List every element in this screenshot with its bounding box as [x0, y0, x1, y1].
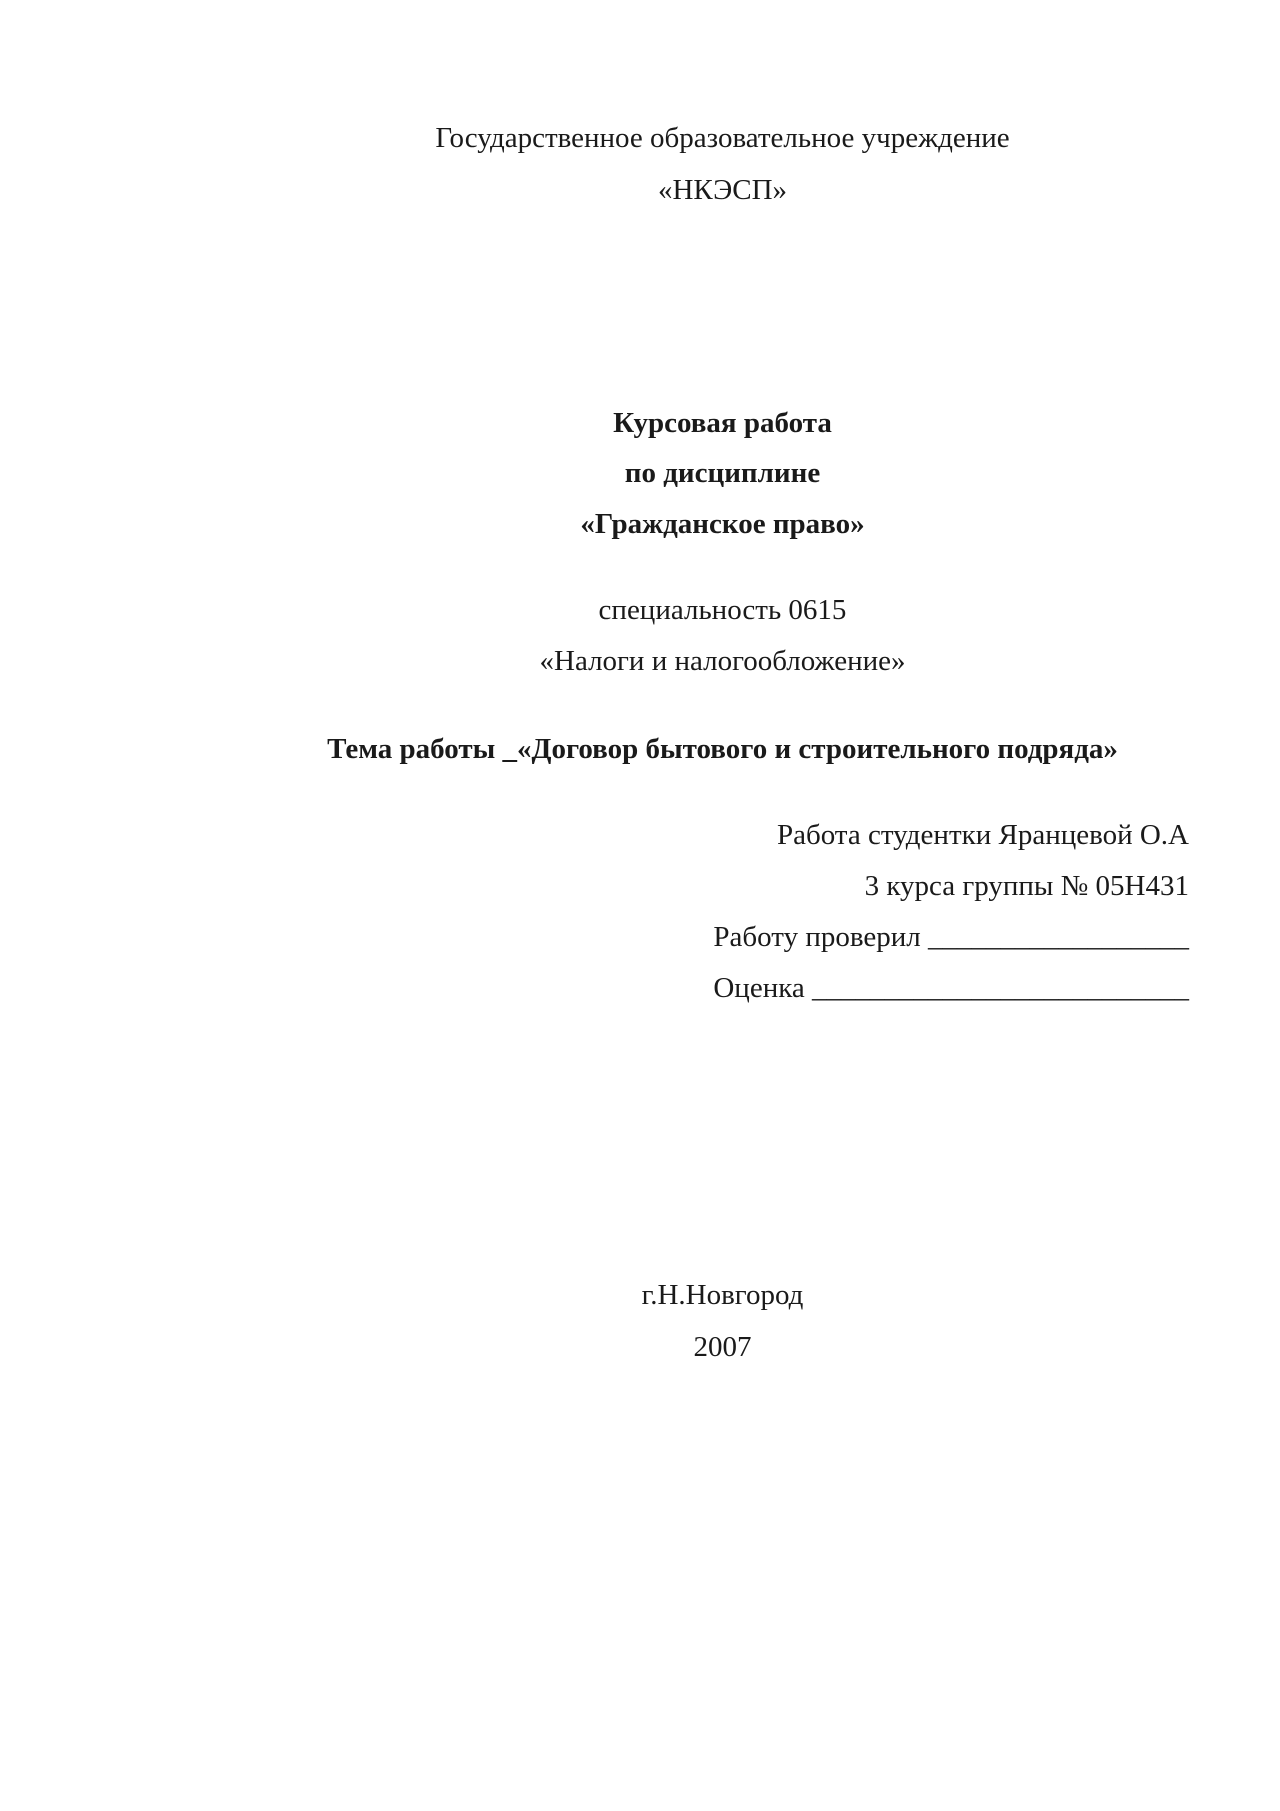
- topic-title: Тема работы _«Договор бытового и строительного подряда»: [327, 733, 1118, 765]
- work-type: Курсовая работа: [613, 407, 832, 439]
- specialty-name: «Налоги и налогообложение»: [539, 645, 906, 677]
- discipline-name: «Гражданское право»: [580, 508, 865, 540]
- year: 2007: [693, 1331, 752, 1363]
- grade-field: Оценка __________________________: [713, 972, 1189, 1004]
- discipline-prefix: по дисциплине: [624, 457, 821, 489]
- specialty-code: специальность 0615: [598, 594, 847, 626]
- student-name: Работа студентки Яранцевой О.А: [776, 819, 1189, 851]
- checked-by-field: Работу проверил __________________: [713, 921, 1189, 953]
- institution-line-1: Государственное образовательное учреждение: [435, 122, 1010, 154]
- institution-line-2: «НКЭСП»: [657, 174, 788, 206]
- city: г.Н.Новгород: [641, 1279, 804, 1311]
- student-group: 3 курса группы № 05Н431: [864, 870, 1189, 902]
